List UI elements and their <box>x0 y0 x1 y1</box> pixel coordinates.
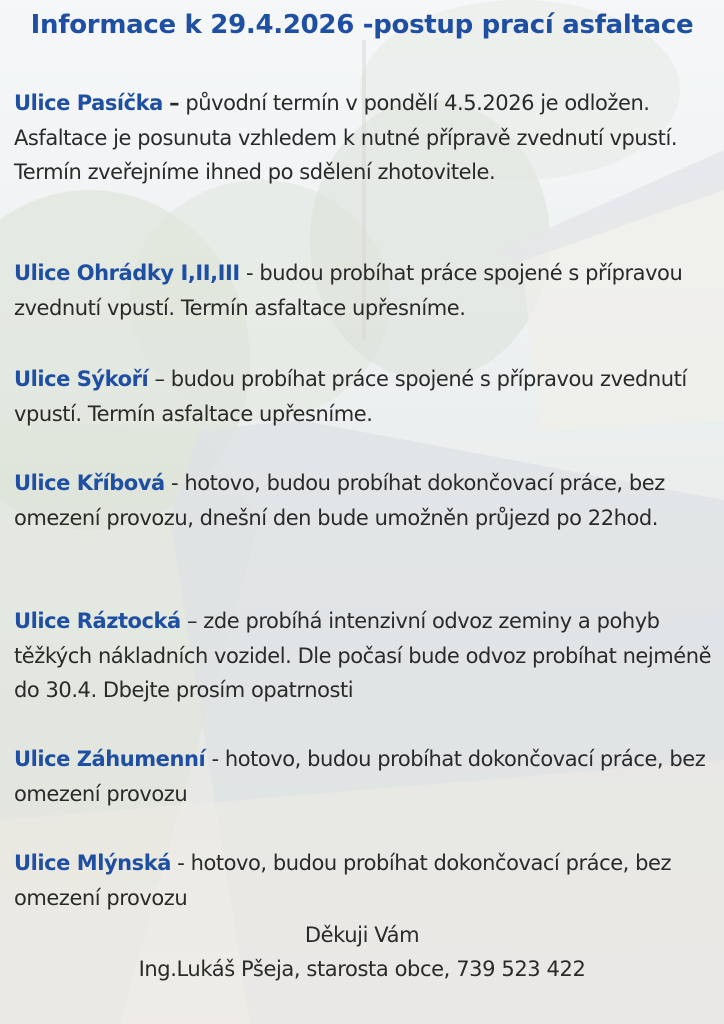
section-text: budou probíhat práce spojené s přípravou zvednutí vpustí. Termín asfaltace upřesníme. <box>14 261 683 320</box>
section-kribova <box>14 466 714 535</box>
section-zahumenni <box>14 742 714 811</box>
thanks-text: Děkuji Vám <box>304 923 420 947</box>
section-pasicka <box>14 86 714 190</box>
separator: - <box>170 471 179 495</box>
section-text: hotovo, budou probíhat dokončovací práce, bez omezení provozu <box>14 747 706 806</box>
section-text: hotovo, budou probíhat dokončovací práce, bez omezení provozu, dnešní den bude umožněn průjezd po 22hod. <box>14 471 665 530</box>
section-text: původní termín v pondělí 4.5.2026 je odložen. Asfaltace je posunuta vzhledem k nutné přípravě zvednutí vpustí. Termín zveřejníme ihned po sdělení zhotovitele. <box>14 91 678 184</box>
street-name: Ulice Pasíčka <box>14 91 163 115</box>
section-text: hotovo, budou probíhat dokončovací práce, bez omezení provozu <box>14 851 672 910</box>
section-text: zde probíhá intenzivní odvoz zeminy a pohyb těžkých nákladních vozidel. Dle počasí bude odvoz probíhat nejméně do 30.4. Dbejte prosím opatrnosti <box>14 609 712 702</box>
street-name: Ulice Ráztocká <box>14 609 181 633</box>
street-name: Ulice Záhumenní <box>14 747 206 771</box>
separator: – <box>169 91 180 115</box>
separator: - <box>177 851 185 875</box>
page-title: Informace k 29.4.2026 -postup prací asfaltace <box>30 10 694 40</box>
separator: – <box>154 367 165 391</box>
street-name: Ulice Ohrádky I,II,III <box>14 261 240 285</box>
section-sykori <box>14 362 714 431</box>
street-name: Ulice Kříbová <box>14 471 165 495</box>
section-ohradky <box>14 256 714 325</box>
section-raztocka <box>14 604 714 708</box>
street-name: Ulice Mlýnská <box>14 851 171 875</box>
separator: - <box>245 261 254 285</box>
separator: – <box>187 609 198 633</box>
signature-text: Ing.Lukáš Pšeja, starosta obce, 739 523 422 <box>138 957 586 981</box>
street-name: Ulice Sýkoří <box>14 367 149 391</box>
section-mlynska <box>14 846 714 915</box>
separator: - <box>211 747 219 771</box>
section-text: budou probíhat práce spojené s přípravou zvednutí vpustí. Termín asfaltace upřesníme. <box>14 367 687 426</box>
